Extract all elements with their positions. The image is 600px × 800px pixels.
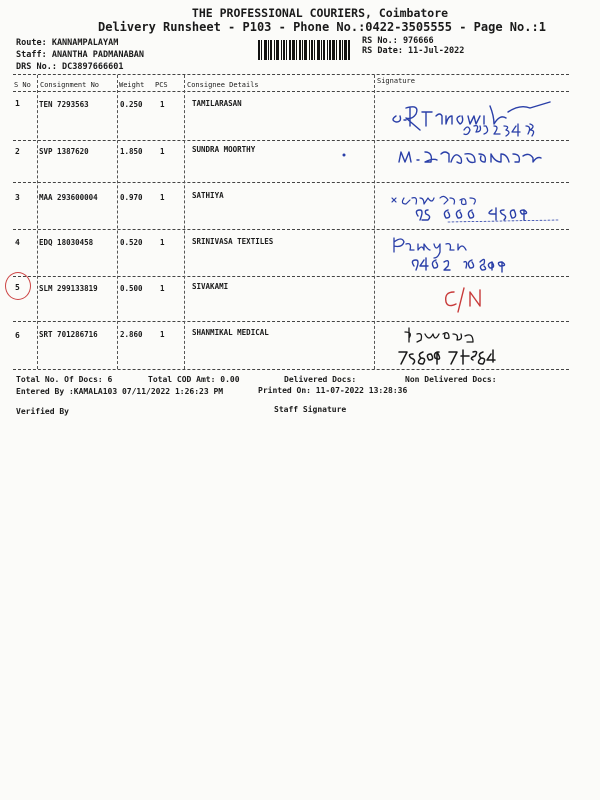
entered-by: Entered By :KAMALA103 07/11/2022 1:26:23 PM [16,387,224,396]
verified-by: Verified By [16,407,69,416]
drs-number: DRS No.: DC3897666601 [16,62,124,72]
row-pcs: 1 [160,238,165,247]
row-consignee: SATHIYA [192,191,224,200]
row-pcs: 1 [160,100,165,109]
printed-on: Printed On: 11-07-2022 13:28:36 [258,386,408,395]
col-header-pcs: PCS [155,81,168,89]
col-header-weight: Weight [119,81,145,89]
company-name: THE PROFESSIONAL COURIERS, Coimbatore [191,6,449,20]
delivered-docs: Delivered Docs: [284,375,357,384]
row-sno: 5 [15,283,20,292]
row-weight: 1.850 [120,147,143,156]
pen-dot [340,150,350,160]
total-docs: Total No. Of Docs: 6 [16,375,113,384]
row-weight: 0.500 [120,284,143,293]
non-delivered-docs: Non Delivered Docs: [405,375,497,384]
row-consignment: EDQ 18030458 [39,238,94,247]
signature-row-4 [388,232,538,278]
row-consignment: SVP 1387620 [39,147,89,156]
row-pcs: 1 [160,284,165,293]
col-header-sno: S No [14,81,31,89]
row-consignment: MAA 293600004 [39,193,98,202]
row-pcs: 1 [160,193,165,202]
row-weight: 0.250 [120,100,143,109]
row-sno: 1 [15,99,20,108]
row-pcs: 1 [160,147,165,156]
row-consignee: SRINIVASA TEXTILES [192,237,274,246]
signature-row-3 [388,188,568,228]
total-cod: Total COD Amt: 0.00 [148,375,240,384]
row-weight: 0.970 [120,193,143,202]
row-sno: 3 [15,193,20,202]
barcode [258,40,358,60]
row-consignment: SLM 299133819 [39,284,98,293]
col-header-signature: Signature [377,77,415,85]
row-weight: 2.860 [120,330,143,339]
runsheet-title: Delivery Runsheet - P103 - Phone No.:0422-3505555 - Page No.:1 [98,20,546,34]
rs-date: RS Date: 11-Jul-2022 [362,46,465,56]
row-consignment: TEN 7293563 [39,100,89,109]
row-sno: 6 [15,331,20,340]
signature-row-5 [440,284,500,314]
col-header-consignment: Consignment No [40,81,100,89]
rs-number: RS No.: 976666 [362,36,434,46]
staff-signature: Staff Signature [274,405,347,414]
signature-row-1 [380,96,570,140]
row-sno: 2 [15,147,20,156]
row-consignment: SRT 701286716 [39,330,98,339]
row-consignee: SIVAKAMI [192,282,229,291]
row-consignee: SUNDRA MOORTHY [192,145,256,154]
row-consignee: SHANMIKAL MEDICAL [192,328,269,337]
row-pcs: 1 [160,330,165,339]
col-header-consignee: Consignee Details [187,81,259,89]
row-consignee: TAMILARASAN [192,99,242,108]
staff-label: Staff: ANANTHA PADMANABAN [16,50,144,60]
row-weight: 0.520 [120,238,143,247]
route-label: Route: KANNAMPALAYAM [16,38,119,48]
row-sno: 4 [15,238,20,247]
signature-row-2 [395,142,565,172]
signature-row-6 [395,324,505,370]
